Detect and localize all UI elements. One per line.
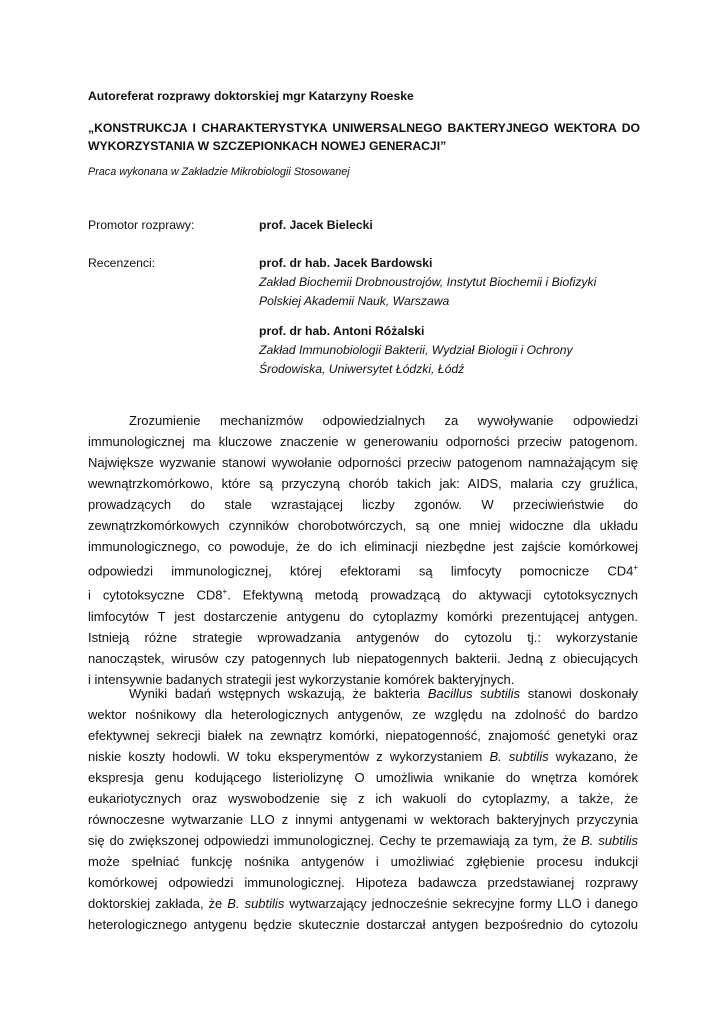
species-name: B. subtilis bbox=[489, 749, 549, 764]
superscript-plus: + bbox=[633, 563, 638, 572]
p2-line: wektor nośnikowy dla heterologicznych antygenów, ze względu na zdolność do bardzo bbox=[88, 707, 638, 722]
reviewers-label: Recenzenci: bbox=[88, 256, 156, 270]
p2-text: wykazano, że bbox=[548, 749, 639, 764]
species-name: B. subtilis bbox=[227, 896, 285, 911]
reviewer-1-name: prof. dr hab. Jacek Bardowski bbox=[259, 256, 433, 270]
p2-line-8 bbox=[88, 830, 638, 851]
p2-text: doktorskiej zakłada, że bbox=[88, 896, 228, 911]
reviewer-2 bbox=[259, 322, 659, 379]
superscript-plus: + bbox=[222, 587, 228, 597]
p1-line: prowadzących do stale wzrastającej liczby zgonów. W przeciwieństwie do bbox=[88, 497, 638, 512]
p2-text: się do zwiększonej odpowiedzi immunologicznej. Cechy te przemawiają za tym, że bbox=[88, 833, 582, 848]
species-name: B. subtilis bbox=[581, 833, 639, 848]
p1-line: Zrozumienie mechanizmów odpowiedzialnych za wywoływanie odpowiedzi bbox=[129, 413, 638, 428]
paragraph-1 bbox=[88, 410, 638, 690]
p1-line-text: i cytotoksyczne CD8 bbox=[88, 587, 223, 603]
reviewer-1-affiliation-2: Polskiej Akademii Nauk, Warszawa bbox=[259, 294, 450, 308]
p2-text: stanowi doskonały bbox=[520, 686, 638, 701]
document-title: Autoreferat rozprawy doktorskiej mgr Katarzyny Roeske bbox=[88, 89, 414, 103]
p1-line-cd4 bbox=[88, 557, 638, 581]
p2-line-11 bbox=[88, 893, 638, 914]
p2-line: równoczesne wytwarzanie LLO z innymi antygenami w wektorach bakteryjnych przyczynia bbox=[88, 812, 638, 827]
paragraph-2 bbox=[88, 683, 638, 935]
thesis-title: „KONSTRUKCJA I CHARAKTERYSTYKA UNIWERSALNEGO BAKTERYJNEGO WEKTORA DO WYKORZYSTANIA W SZCZEPIONKACH NOWEJ GENERACJI” bbox=[88, 121, 640, 153]
reviewer-2-affiliation: Zakład Immunobiologii Bakterii, Wydział Biologii i Ochrony bbox=[259, 343, 573, 357]
reviewer-1 bbox=[259, 254, 659, 311]
p2-line: może spełniać funkcję nośnika antygenów i umożliwiać zgłębienie procesu indukcji bbox=[88, 854, 638, 869]
p2-line: efektywnej sekrecji białek na zewnątrz komórki, niepatogenność, znajomość genetyki oraz bbox=[88, 728, 638, 743]
promotor-name bbox=[259, 216, 659, 235]
p2-line: ekspresja genu kodującego listeriolizynę O umożliwia wnikanie do wnętrza komórek bbox=[88, 770, 638, 785]
p1-line: i intensywnie badanych strategii jest wykorzystanie komórek bakteryjnych. bbox=[88, 671, 515, 687]
p1-line: nanocząstek, wirusów czy patogennych lub niepatogennych bakterii. Jedną z obiecujących bbox=[88, 650, 638, 666]
species-name: Bacillus subtilis bbox=[427, 686, 521, 701]
reviewer-2-name: prof. dr hab. Antoni Różalski bbox=[259, 324, 425, 338]
reviewer-1-affiliation: Zakład Biochemii Drobnoustrojów, Instytut Biochemii i Biofizyki bbox=[259, 275, 597, 289]
promotor-name-text: prof. Jacek Bielecki bbox=[259, 218, 373, 232]
p2-text: Wyniki badań wstępnych wskazują, że bakteria bbox=[129, 686, 428, 701]
p1-line: limfocytów T jest dostarczenie antygenu do cytoplazmy komórki prezentującej antygen. bbox=[88, 608, 638, 624]
p1-line-text: . Efektywną metodą prowadzącą do aktywacji cytotoksycznych bbox=[227, 587, 638, 603]
p2-text: wytwarzający jednocześnie sekrecyjne formy LLO i danego bbox=[284, 896, 638, 911]
p1-line: Istnieją różne strategie wprowadzania antygenów do cytozolu tj.: wykorzystanie bbox=[88, 629, 638, 645]
p1-line: wewnątrzkomórkowo, które są przyczyną chorób takich jak: AIDS, malaria czy gruźlica, bbox=[88, 476, 638, 491]
p2-line: heterologicznego antygenu będzie skutecznie dostarczał antygen bezpośrednio do cytozolu bbox=[88, 917, 638, 932]
p1-line-text: odpowiedzi immunologicznej, której efektorami są limfocyty pomocnicze CD4 bbox=[88, 563, 634, 579]
p1-line: immunologicznej ma kluczowe znaczenie w generowaniu odporności przeciw patogenom. bbox=[88, 434, 638, 449]
p2-text: niskie koszty hodowli. W toku eksperymentów z wykorzystaniem bbox=[88, 749, 490, 764]
p1-line-cd8 bbox=[88, 581, 638, 605]
p1-line: Największe wyzwanie stanowi wywołanie odporności przeciw patogenom namnażającym się bbox=[88, 455, 638, 470]
p2-line-1 bbox=[88, 683, 638, 704]
p1-line: immunologicznego, co powoduje, że do ich eliminacji niezbędne jest zajście komórkowej bbox=[88, 539, 638, 554]
p2-line: eukariotycznych oraz wyswobodzenie się z ich wakuoli do cytoplazmy, a także, że bbox=[88, 791, 638, 806]
p2-line: komórkowej odpowiedzi immunologicznej. Hipoteza badawcza przedstawianej rozprawy bbox=[88, 875, 638, 890]
p1-line: zewnątrzkomórkowych czynników chorobotwórczych, są one mniej widoczne dla układu bbox=[88, 518, 638, 533]
promotor-label: Promotor rozprawy: bbox=[88, 218, 195, 232]
p2-line-4 bbox=[88, 746, 638, 767]
institution-note: Praca wykonana w Zakładzie Mikrobiologii Stosowanej bbox=[88, 166, 350, 178]
reviewer-2-affiliation-2: Środowiska, Uniwersytet Łódzki, Łódź bbox=[259, 362, 465, 376]
